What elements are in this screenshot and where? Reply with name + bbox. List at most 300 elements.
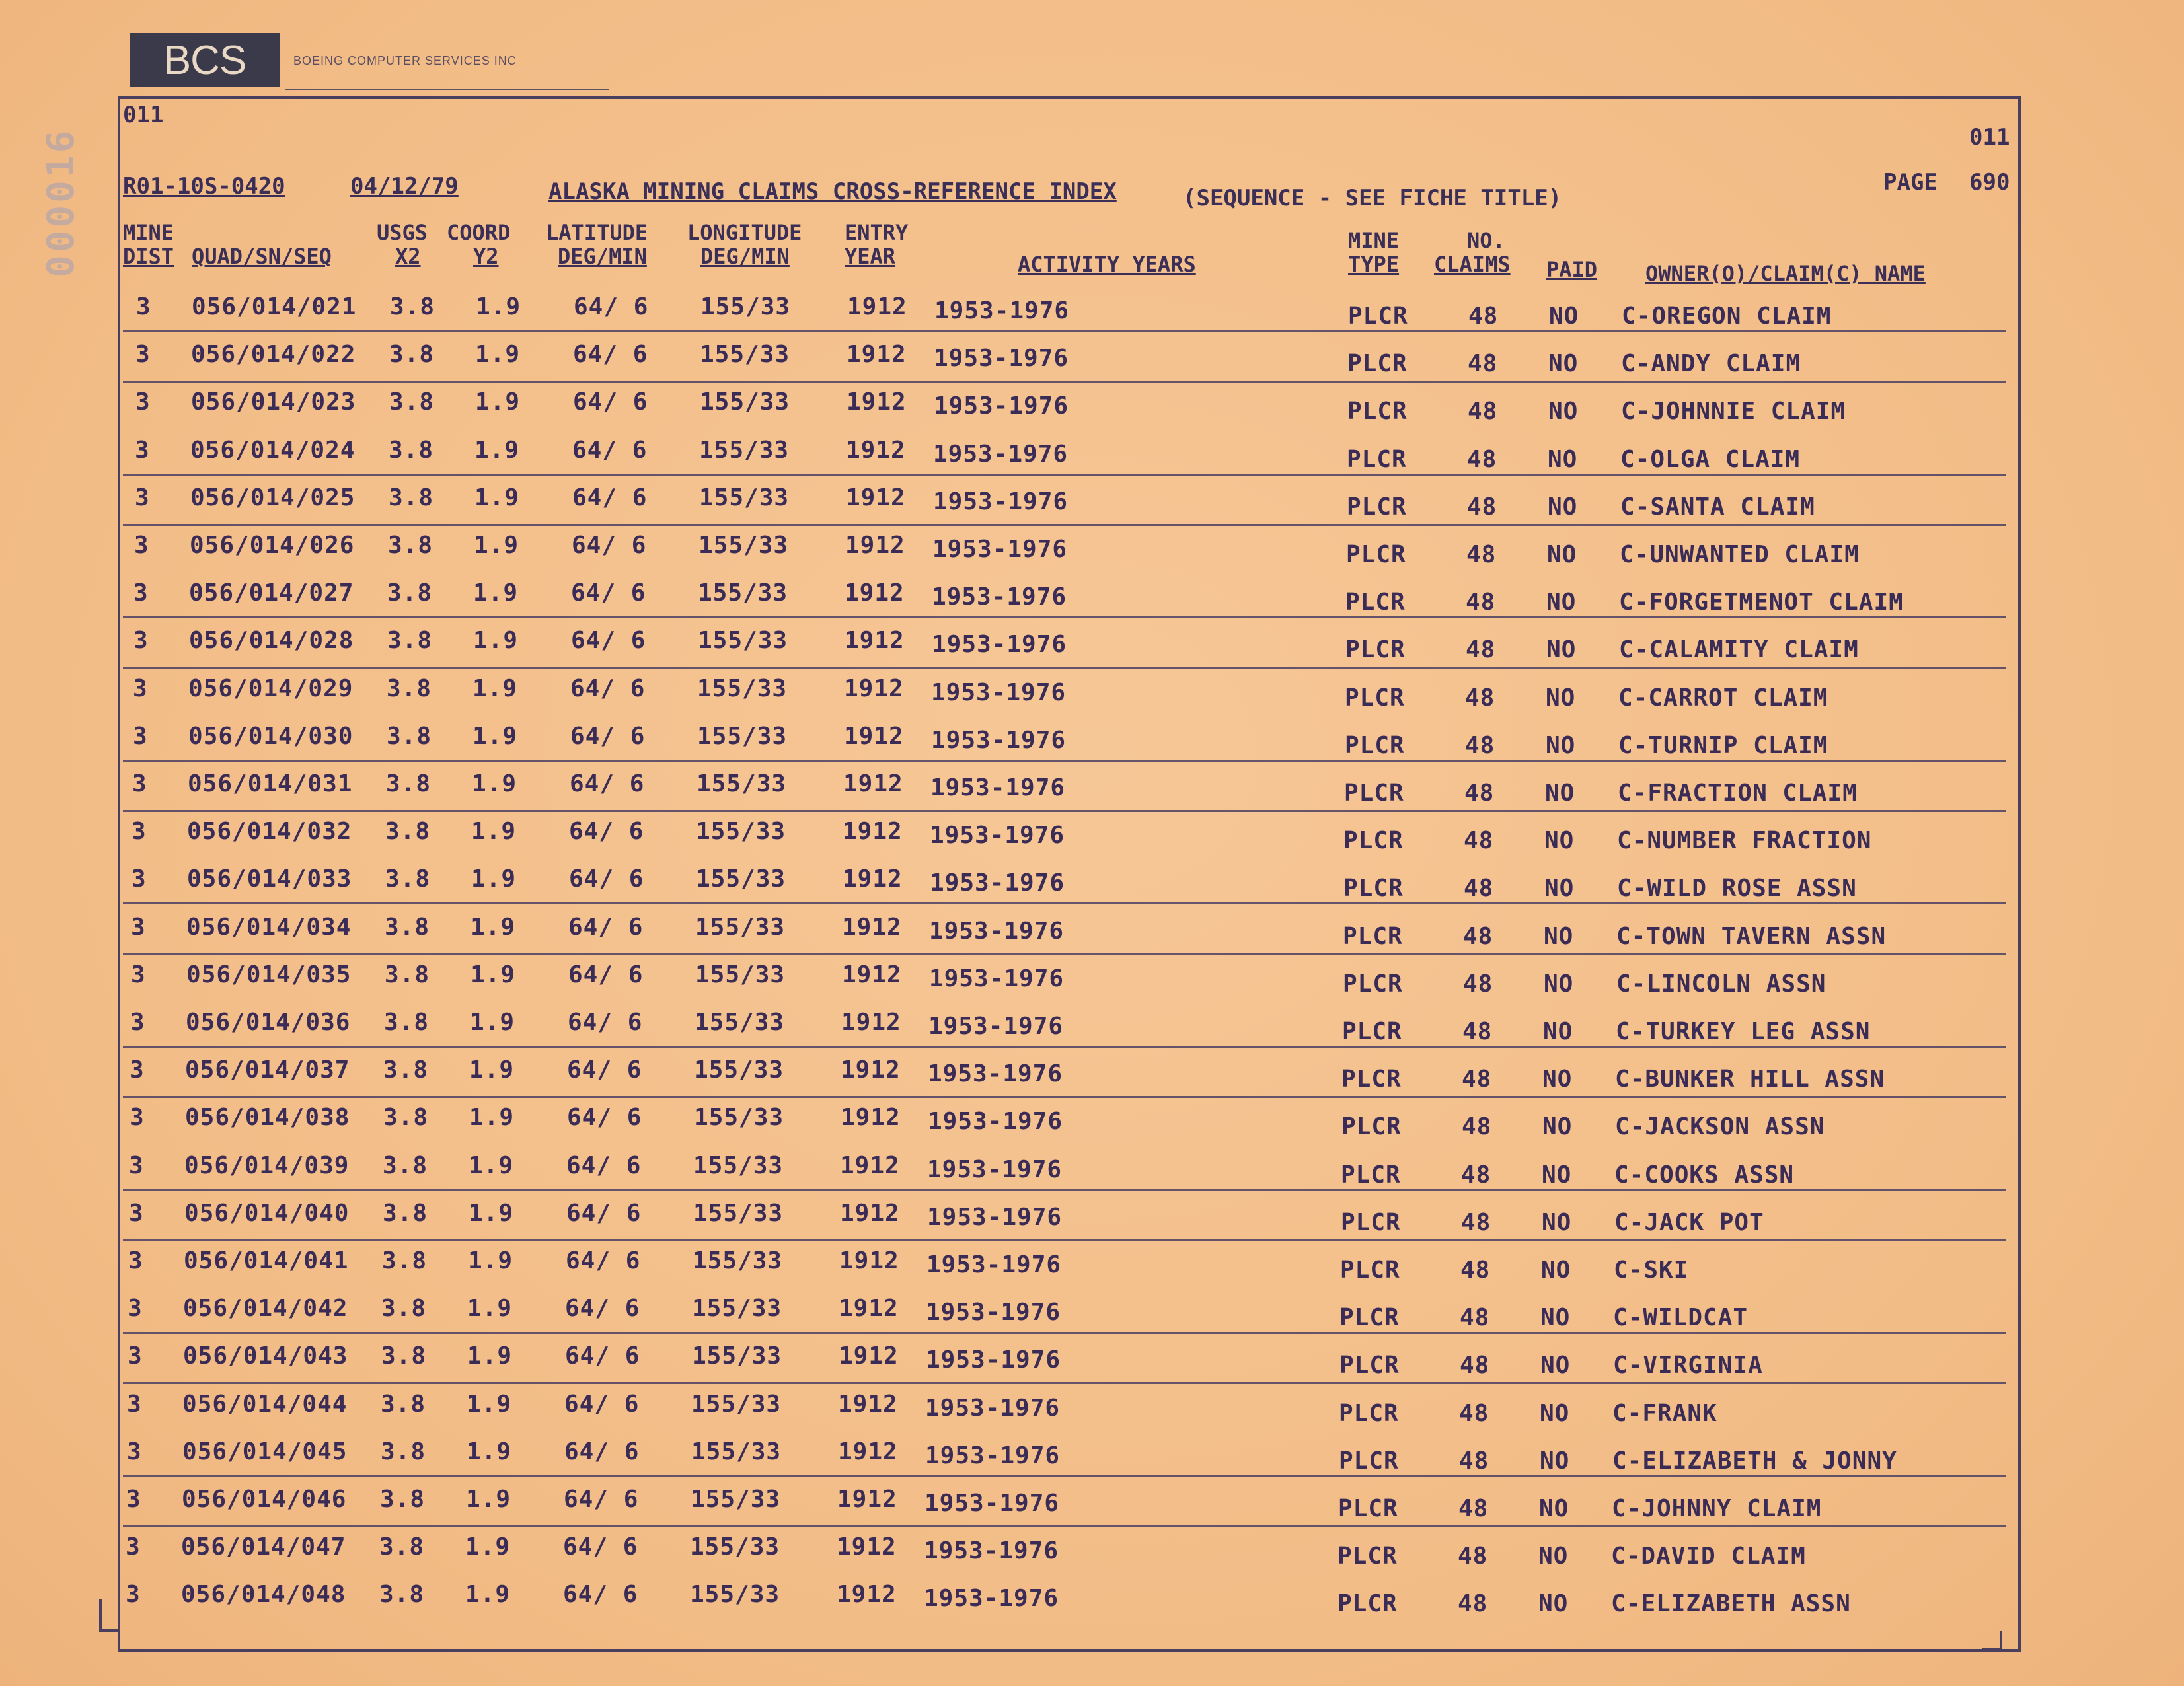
table-row	[0, 723, 2184, 770]
cell-mine-dist: 3	[131, 913, 146, 941]
row-divider	[123, 760, 2006, 762]
header-coord-y2: COORD Y2	[447, 220, 511, 269]
header-paid: PAID	[1546, 257, 1598, 282]
cell-coord-y2: 1.9	[469, 1199, 514, 1227]
cell-activity: 1953-1976	[924, 1585, 1059, 1613]
cell-activity: 1953-1976	[933, 488, 1069, 515]
cell-mine-dist: 3	[135, 436, 150, 464]
cell-mine-dist: 3	[130, 1056, 145, 1084]
cell-activity: 1953-1976	[926, 1299, 1061, 1327]
cell-mine-type: PLCR	[1340, 1257, 1400, 1284]
row-divider	[123, 1332, 2006, 1334]
cell-longitude: 155/33	[690, 1581, 780, 1609]
cell-coord-y2: 1.9	[467, 1342, 513, 1370]
cell-owner: C-JOHNNY CLAIM	[1612, 1495, 1822, 1522]
cell-no-claims: 48	[1459, 1399, 1489, 1427]
cell-quad: 056/014/022	[191, 341, 356, 369]
cell-longitude: 155/33	[696, 818, 786, 846]
cell-longitude: 155/33	[699, 484, 790, 511]
cell-owner: C-SKI	[1614, 1257, 1689, 1284]
cell-entry-year: 1912	[841, 1056, 901, 1084]
cell-entry-year: 1912	[844, 722, 904, 750]
cell-owner: C-JACK POT	[1614, 1208, 1764, 1236]
cell-coord-y2: 1.9	[468, 1247, 513, 1274]
cell-latitude: 64/ 6	[571, 627, 646, 655]
cell-no-claims: 48	[1464, 827, 1494, 855]
table-row	[0, 1104, 2184, 1152]
cell-entry-year: 1912	[841, 1104, 901, 1132]
cell-entry-year: 1912	[837, 1533, 897, 1561]
cell-quad: 056/014/032	[187, 818, 352, 846]
table-row	[0, 961, 2184, 1009]
cell-owner: C-DAVID CLAIM	[1611, 1543, 1806, 1570]
cell-entry-year: 1912	[842, 913, 902, 941]
table-row	[0, 1581, 2184, 1629]
cell-latitude: 64/ 6	[564, 1390, 640, 1418]
cell-activity: 1953-1976	[934, 392, 1069, 420]
cell-owner: C-TURNIP CLAIM	[1618, 731, 1828, 759]
cell-mine-type: PLCR	[1347, 445, 1407, 473]
cell-coord-y2: 1.9	[475, 341, 521, 369]
row-divider	[123, 1096, 2006, 1098]
cell-paid: NO	[1545, 780, 1575, 807]
cell-no-claims: 48	[1463, 922, 1493, 950]
cell-usgs-x2: 3.8	[383, 1152, 428, 1179]
cell-coord-y2: 1.9	[472, 770, 517, 797]
cell-longitude: 155/33	[697, 722, 788, 750]
cell-activity: 1953-1976	[924, 1490, 1060, 1517]
cell-mine-dist: 3	[126, 1486, 141, 1513]
cell-no-claims: 48	[1462, 1066, 1492, 1093]
cell-quad: 056/014/025	[190, 484, 356, 511]
cell-entry-year: 1912	[843, 865, 903, 893]
cell-latitude: 64/ 6	[570, 770, 645, 797]
cell-entry-year: 1912	[839, 1247, 899, 1274]
cell-entry-year: 1912	[843, 818, 903, 846]
cell-owner: C-CARROT CLAIM	[1618, 684, 1828, 712]
sequence-note: (SEQUENCE - SEE FICHE TITLE)	[1183, 185, 1562, 211]
cell-mine-type: PLCR	[1343, 970, 1403, 998]
row-divider	[123, 667, 2006, 669]
cell-mine-dist: 3	[128, 1342, 143, 1370]
cell-coord-y2: 1.9	[471, 865, 517, 893]
row-divider	[123, 381, 2006, 383]
table-row	[0, 293, 2184, 341]
cell-owner: C-OLGA CLAIM	[1620, 445, 1801, 473]
cell-owner: C-BUNKER HILL ASSN	[1615, 1066, 1885, 1093]
table-row	[0, 1009, 2184, 1056]
cell-latitude: 64/ 6	[566, 1247, 641, 1274]
cell-entry-year: 1912	[845, 627, 905, 655]
cell-latitude: 64/ 6	[574, 293, 649, 320]
table-row	[0, 818, 2184, 865]
cell-no-claims: 48	[1468, 303, 1499, 330]
cell-mine-dist: 3	[135, 388, 151, 416]
cell-latitude: 64/ 6	[564, 1486, 639, 1513]
cell-paid: NO	[1546, 684, 1576, 712]
company-name: BOEING COMPUTER SERVICES INC	[293, 54, 517, 67]
cell-usgs-x2: 3.8	[389, 388, 435, 416]
cell-quad: 056/014/028	[189, 627, 354, 655]
cell-mine-type: PLCR	[1345, 589, 1406, 616]
cell-usgs-x2: 3.8	[388, 532, 433, 559]
cell-owner: C-ELIZABETH ASSN	[1611, 1590, 1851, 1618]
cell-mine-dist: 3	[131, 961, 146, 988]
cell-longitude: 155/33	[697, 675, 788, 702]
cell-latitude: 64/ 6	[568, 961, 644, 988]
cell-no-claims: 48	[1465, 731, 1495, 759]
cell-no-claims: 48	[1467, 493, 1497, 521]
cell-mine-type: PLCR	[1347, 350, 1408, 378]
cell-activity: 1953-1976	[929, 917, 1065, 945]
cell-usgs-x2: 3.8	[379, 1581, 425, 1609]
cell-paid: NO	[1544, 827, 1575, 855]
cell-no-claims: 48	[1460, 1352, 1490, 1379]
cell-mine-type: PLCR	[1339, 1304, 1400, 1332]
cell-usgs-x2: 3.8	[389, 436, 434, 464]
cell-latitude: 64/ 6	[572, 436, 648, 464]
cell-no-claims: 48	[1459, 1447, 1489, 1475]
cell-no-claims: 48	[1467, 445, 1497, 473]
page-code-left: 011	[123, 102, 164, 128]
cell-no-claims: 48	[1458, 1590, 1488, 1618]
cell-coord-y2: 1.9	[465, 1533, 511, 1561]
cell-quad: 056/014/027	[189, 579, 354, 607]
cell-activity: 1953-1976	[925, 1394, 1061, 1422]
cell-mine-dist: 3	[129, 1152, 144, 1179]
cell-longitude: 155/33	[700, 388, 790, 416]
cell-owner: C-TURKEY LEG ASSN	[1616, 1018, 1871, 1045]
cell-mine-dist: 3	[132, 770, 147, 797]
table-row	[0, 1438, 2184, 1486]
cell-latitude: 64/ 6	[569, 818, 644, 846]
cell-usgs-x2: 3.8	[387, 627, 433, 655]
cell-longitude: 155/33	[698, 579, 788, 607]
cell-latitude: 64/ 6	[566, 1152, 642, 1179]
cell-mine-type: PLCR	[1345, 684, 1405, 712]
cell-usgs-x2: 3.8	[386, 770, 432, 797]
cell-owner: C-NUMBER FRACTION	[1617, 827, 1872, 855]
cell-paid: NO	[1546, 589, 1577, 616]
cell-activity: 1953-1976	[928, 1060, 1063, 1088]
cell-no-claims: 48	[1462, 1018, 1493, 1045]
cell-no-claims: 48	[1468, 350, 1498, 378]
cell-coord-y2: 1.9	[473, 627, 519, 655]
cell-paid: NO	[1548, 398, 1579, 425]
cell-mine-type: PLCR	[1345, 731, 1405, 759]
cell-mine-type: PLCR	[1344, 780, 1404, 807]
cell-paid: NO	[1544, 875, 1575, 902]
cell-owner: C-FORGETMENOT CLAIM	[1619, 589, 1904, 616]
cell-entry-year: 1912	[843, 770, 903, 797]
cell-paid: NO	[1546, 731, 1576, 759]
cell-mine-dist: 3	[130, 1009, 145, 1036]
cell-mine-type: PLCR	[1343, 827, 1404, 855]
header-entry-year: ENTRY YEAR	[845, 220, 909, 269]
cell-coord-y2: 1.9	[469, 1104, 515, 1132]
bcs-logo: BCS	[130, 33, 280, 87]
cell-owner: C-WILD ROSE ASSN	[1617, 875, 1857, 902]
row-divider	[123, 953, 2006, 955]
cell-usgs-x2: 3.8	[387, 675, 432, 702]
cell-quad: 056/014/021	[192, 293, 357, 320]
cell-owner: C-OREGON CLAIM	[1622, 303, 1832, 330]
table-row	[0, 579, 2184, 627]
cell-longitude: 155/33	[695, 1009, 785, 1036]
frame-corner-bottom-right	[1982, 1631, 2002, 1650]
cell-longitude: 155/33	[691, 1438, 782, 1465]
cell-coord-y2: 1.9	[476, 293, 521, 320]
cell-quad: 056/014/026	[190, 532, 355, 559]
cell-mine-type: PLCR	[1348, 303, 1408, 330]
header-quad: QUAD/SN/SEQ	[192, 244, 332, 269]
cell-quad: 056/014/023	[191, 388, 356, 416]
table-row	[0, 865, 2184, 913]
page-number: 690	[1969, 169, 2010, 196]
cell-mine-dist: 3	[135, 341, 151, 369]
cell-quad: 056/014/034	[186, 913, 352, 941]
table-row	[0, 1152, 2184, 1200]
cell-longitude: 155/33	[693, 1152, 784, 1179]
cell-latitude: 64/ 6	[570, 675, 646, 702]
row-divider	[123, 474, 2006, 476]
cell-latitude: 64/ 6	[572, 484, 648, 511]
report-title: ALASKA MINING CLAIMS CROSS-REFERENCE INDEX	[548, 178, 1117, 205]
cell-activity: 1953-1976	[929, 965, 1065, 992]
cell-longitude: 155/33	[695, 913, 786, 941]
cell-latitude: 64/ 6	[570, 722, 646, 750]
cell-entry-year: 1912	[845, 532, 905, 559]
cell-no-claims: 48	[1458, 1543, 1488, 1570]
cell-longitude: 155/33	[692, 1342, 782, 1370]
cell-activity: 1953-1976	[927, 1155, 1063, 1183]
cell-entry-year: 1912	[840, 1199, 900, 1227]
cell-latitude: 64/ 6	[568, 913, 644, 941]
row-divider	[123, 1046, 2006, 1048]
cell-paid: NO	[1540, 1447, 1570, 1475]
cell-usgs-x2: 3.8	[379, 1533, 425, 1561]
cell-latitude: 64/ 6	[573, 341, 648, 369]
row-divider	[123, 902, 2006, 904]
row-divider	[123, 1382, 2006, 1384]
cell-longitude: 155/33	[690, 1533, 780, 1561]
cell-paid: NO	[1540, 1399, 1570, 1427]
row-divider	[123, 1475, 2006, 1477]
cell-no-claims: 48	[1465, 684, 1495, 712]
cell-activity: 1953-1976	[925, 1442, 1061, 1469]
cell-mine-dist: 3	[132, 865, 147, 893]
cell-quad: 056/014/024	[190, 436, 356, 464]
cell-paid: NO	[1542, 1208, 1572, 1236]
cell-paid: NO	[1542, 1113, 1573, 1141]
cell-paid: NO	[1542, 1161, 1572, 1189]
cell-mine-dist: 3	[129, 1199, 144, 1227]
row-divider	[123, 1525, 2006, 1527]
cell-paid: NO	[1547, 541, 1577, 568]
cell-mine-type: PLCR	[1346, 541, 1406, 568]
cell-no-claims: 48	[1466, 589, 1496, 616]
cell-coord-y2: 1.9	[465, 1581, 511, 1609]
cell-no-claims: 48	[1460, 1304, 1490, 1332]
cell-usgs-x2: 3.8	[383, 1056, 429, 1084]
cell-mine-type: PLCR	[1337, 1543, 1398, 1570]
cell-paid: NO	[1548, 493, 1578, 521]
cell-mine-dist: 3	[132, 818, 147, 846]
cell-mine-dist: 3	[128, 1247, 143, 1274]
cell-usgs-x2: 3.8	[385, 961, 430, 988]
cell-paid: NO	[1546, 636, 1577, 664]
header-mine-dist: MINE DIST	[123, 220, 174, 269]
table-row	[0, 437, 2184, 484]
table-row	[0, 388, 2184, 436]
cell-activity: 1953-1976	[931, 726, 1067, 754]
cell-latitude: 64/ 6	[565, 1295, 640, 1323]
cell-quad: 056/014/040	[184, 1199, 350, 1227]
cell-paid: NO	[1544, 922, 1574, 950]
cell-coord-y2: 1.9	[475, 388, 521, 416]
cell-activity: 1953-1976	[930, 869, 1065, 897]
cell-usgs-x2: 3.8	[381, 1390, 426, 1418]
cell-mine-type: PLCR	[1341, 1161, 1401, 1189]
cell-longitude: 155/33	[692, 1295, 782, 1323]
cell-quad: 056/014/030	[188, 722, 354, 750]
cell-paid: NO	[1540, 1352, 1571, 1379]
cell-quad: 056/014/037	[185, 1056, 350, 1084]
cell-owner: C-FRACTION CLAIM	[1618, 780, 1858, 807]
row-divider	[123, 616, 2006, 618]
cell-mine-dist: 3	[134, 532, 149, 559]
cell-no-claims: 48	[1461, 1161, 1491, 1189]
cell-longitude: 155/33	[700, 341, 790, 369]
cell-usgs-x2: 3.8	[380, 1486, 426, 1513]
cell-usgs-x2: 3.8	[389, 484, 434, 511]
cell-quad: 056/014/039	[184, 1152, 350, 1179]
row-divider	[123, 524, 2006, 526]
cell-latitude: 64/ 6	[566, 1199, 642, 1227]
cell-mine-dist: 3	[133, 675, 148, 702]
cell-paid: NO	[1540, 1304, 1571, 1332]
cell-no-claims: 48	[1466, 541, 1497, 568]
cell-usgs-x2: 3.8	[385, 818, 431, 846]
cell-entry-year: 1912	[837, 1581, 897, 1609]
cell-mine-type: PLCR	[1341, 1208, 1401, 1236]
cell-activity: 1953-1976	[926, 1346, 1061, 1374]
cell-coord-y2: 1.9	[474, 484, 520, 511]
side-stamp-number: 000016	[40, 128, 83, 277]
cell-activity: 1953-1976	[930, 774, 1066, 801]
header-owner: OWNER(O)/CLAIM(C) NAME	[1645, 261, 1926, 286]
cell-no-claims: 48	[1462, 1113, 1492, 1141]
cell-usgs-x2: 3.8	[383, 1199, 428, 1227]
cell-coord-y2: 1.9	[470, 1009, 515, 1036]
cell-longitude: 155/33	[694, 1104, 784, 1132]
cell-entry-year: 1912	[846, 436, 906, 464]
cell-coord-y2: 1.9	[474, 436, 520, 464]
table-row	[0, 1295, 2184, 1342]
cell-entry-year: 1912	[839, 1342, 899, 1370]
cell-coord-y2: 1.9	[469, 1056, 515, 1084]
cell-quad: 056/014/035	[186, 961, 352, 988]
cell-paid: NO	[1542, 1066, 1573, 1093]
cell-latitude: 64/ 6	[567, 1104, 642, 1132]
cell-activity: 1953-1976	[932, 583, 1067, 611]
cell-mine-dist: 3	[130, 1104, 145, 1132]
cell-mine-type: PLCR	[1343, 922, 1403, 950]
cell-coord-y2: 1.9	[467, 1390, 512, 1418]
cell-mine-type: PLCR	[1347, 493, 1407, 521]
cell-quad: 056/014/048	[181, 1581, 346, 1609]
cell-mine-type: PLCR	[1347, 398, 1408, 425]
cell-entry-year: 1912	[837, 1486, 897, 1513]
cell-owner: C-COOKS ASSN	[1614, 1161, 1795, 1189]
cell-paid: NO	[1538, 1543, 1569, 1570]
cell-owner: C-CALAMITY CLAIM	[1619, 636, 1859, 664]
row-divider	[123, 1239, 2006, 1241]
cell-no-claims: 48	[1460, 1257, 1491, 1284]
cell-owner: C-VIRGINIA	[1613, 1352, 1763, 1379]
header-longitude: LONGITUDE DEG/MIN	[687, 220, 802, 269]
cell-usgs-x2: 3.8	[390, 293, 435, 320]
cell-no-claims: 48	[1458, 1495, 1489, 1522]
cell-paid: NO	[1544, 970, 1574, 998]
cell-coord-y2: 1.9	[472, 675, 518, 702]
cell-no-claims: 48	[1463, 970, 1493, 998]
cell-mine-type: PLCR	[1343, 875, 1404, 902]
cell-quad: 056/014/044	[182, 1390, 348, 1418]
cell-activity: 1953-1976	[930, 822, 1065, 850]
cell-paid: NO	[1548, 445, 1578, 473]
cell-latitude: 64/ 6	[564, 1438, 640, 1465]
cell-usgs-x2: 3.8	[387, 579, 433, 607]
cell-usgs-x2: 3.8	[384, 1009, 430, 1036]
cell-entry-year: 1912	[847, 293, 907, 320]
cell-activity: 1953-1976	[932, 631, 1067, 659]
cell-no-claims: 48	[1461, 1208, 1491, 1236]
cell-longitude: 155/33	[693, 1247, 783, 1274]
cell-activity: 1953-1976	[931, 678, 1067, 706]
cell-entry-year: 1912	[845, 579, 905, 607]
cell-coord-y2: 1.9	[474, 532, 519, 559]
cell-mine-dist: 3	[133, 579, 149, 607]
cell-quad: 056/014/031	[188, 770, 353, 797]
cell-coord-y2: 1.9	[467, 1438, 512, 1465]
cell-longitude: 155/33	[691, 1486, 781, 1513]
cell-owner: C-ELIZABETH & JONNY	[1612, 1447, 1897, 1475]
cell-mine-type: PLCR	[1339, 1352, 1400, 1379]
cell-mine-dist: 3	[128, 1295, 143, 1323]
cell-activity: 1953-1976	[924, 1537, 1059, 1565]
cell-mine-dist: 3	[136, 293, 151, 320]
cell-mine-type: PLCR	[1337, 1590, 1398, 1618]
cell-entry-year: 1912	[838, 1390, 898, 1418]
cell-activity: 1953-1976	[934, 297, 1070, 324]
cell-usgs-x2: 3.8	[385, 865, 431, 893]
cell-usgs-x2: 3.8	[381, 1295, 427, 1323]
page-code-right: 011	[1969, 124, 2010, 151]
logo-underline	[285, 89, 609, 90]
cell-quad: 056/014/047	[181, 1533, 346, 1561]
cell-longitude: 155/33	[694, 1056, 784, 1084]
cell-usgs-x2: 3.8	[383, 1104, 429, 1132]
cell-activity: 1953-1976	[933, 440, 1069, 468]
cell-no-claims: 48	[1464, 780, 1495, 807]
cell-entry-year: 1912	[840, 1152, 900, 1179]
cell-paid: NO	[1538, 1590, 1569, 1618]
cell-activity: 1953-1976	[928, 1013, 1064, 1040]
cell-entry-year: 1912	[839, 1295, 899, 1323]
cell-quad: 056/014/045	[182, 1438, 348, 1465]
header-no-claims: NO. CLAIMS	[1434, 228, 1511, 277]
